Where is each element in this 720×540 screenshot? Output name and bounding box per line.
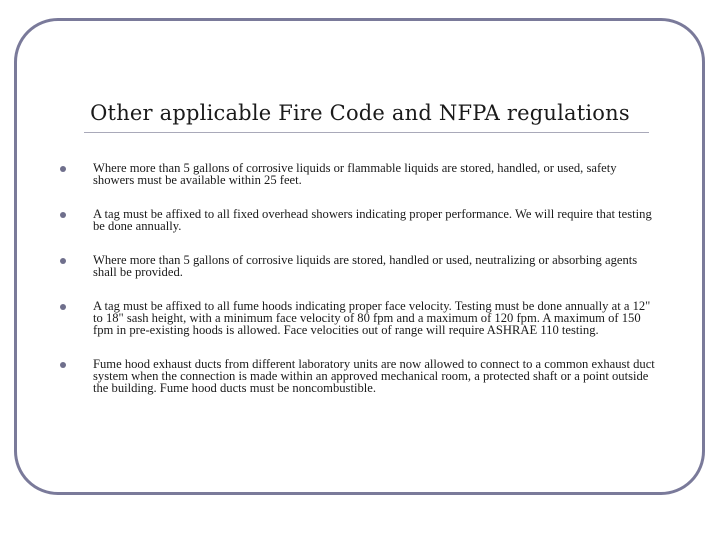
bullet-text: A tag must be affixed to all fixed overhead showers indicating proper performance. We will require that testing be done annually. bbox=[93, 207, 652, 233]
bullet-item bbox=[60, 162, 660, 186]
bullet-text: A tag must be affixed to all fume hoods indicating proper face velocity. Testing must be done annually at a 12" to 18" sash height, with a minimum face velocity of 80 fpm and a maximum of 120 fpm. A maximum of 150 fpm in pre-existing hoods is allowed. Face velocities out of range will require ASHRAE 110 testing. bbox=[93, 299, 651, 337]
bullet-list bbox=[60, 162, 660, 394]
bullet-item bbox=[60, 208, 660, 232]
bullet-icon bbox=[60, 362, 66, 368]
bullet-text: Where more than 5 gallons of corrosive liquids are stored, handled or used, neutralizing or absorbing agents shall be provided. bbox=[93, 253, 638, 279]
bullet-item bbox=[60, 358, 660, 394]
bullet-text: Where more than 5 gallons of corrosive liquids or flammable liquids are stored, handled, or used, safety showers must be available within 25 feet. bbox=[93, 161, 617, 187]
bullet-icon bbox=[60, 212, 66, 218]
slide-title: Other applicable Fire Code and NFPA regulations bbox=[90, 101, 630, 125]
bullet-item bbox=[60, 300, 660, 336]
title-divider bbox=[84, 132, 649, 133]
bullet-item bbox=[60, 254, 660, 278]
bullet-icon bbox=[60, 166, 66, 172]
bullet-icon bbox=[60, 304, 66, 310]
bullet-text: Fume hood exhaust ducts from different laboratory units are now allowed to connect to a common exhaust duct system when the connection is made within an approved mechanical room, a protected shaft or a point outside the building. Fume hood ducts must be noncombustible. bbox=[93, 357, 655, 395]
bullet-icon bbox=[60, 258, 66, 264]
